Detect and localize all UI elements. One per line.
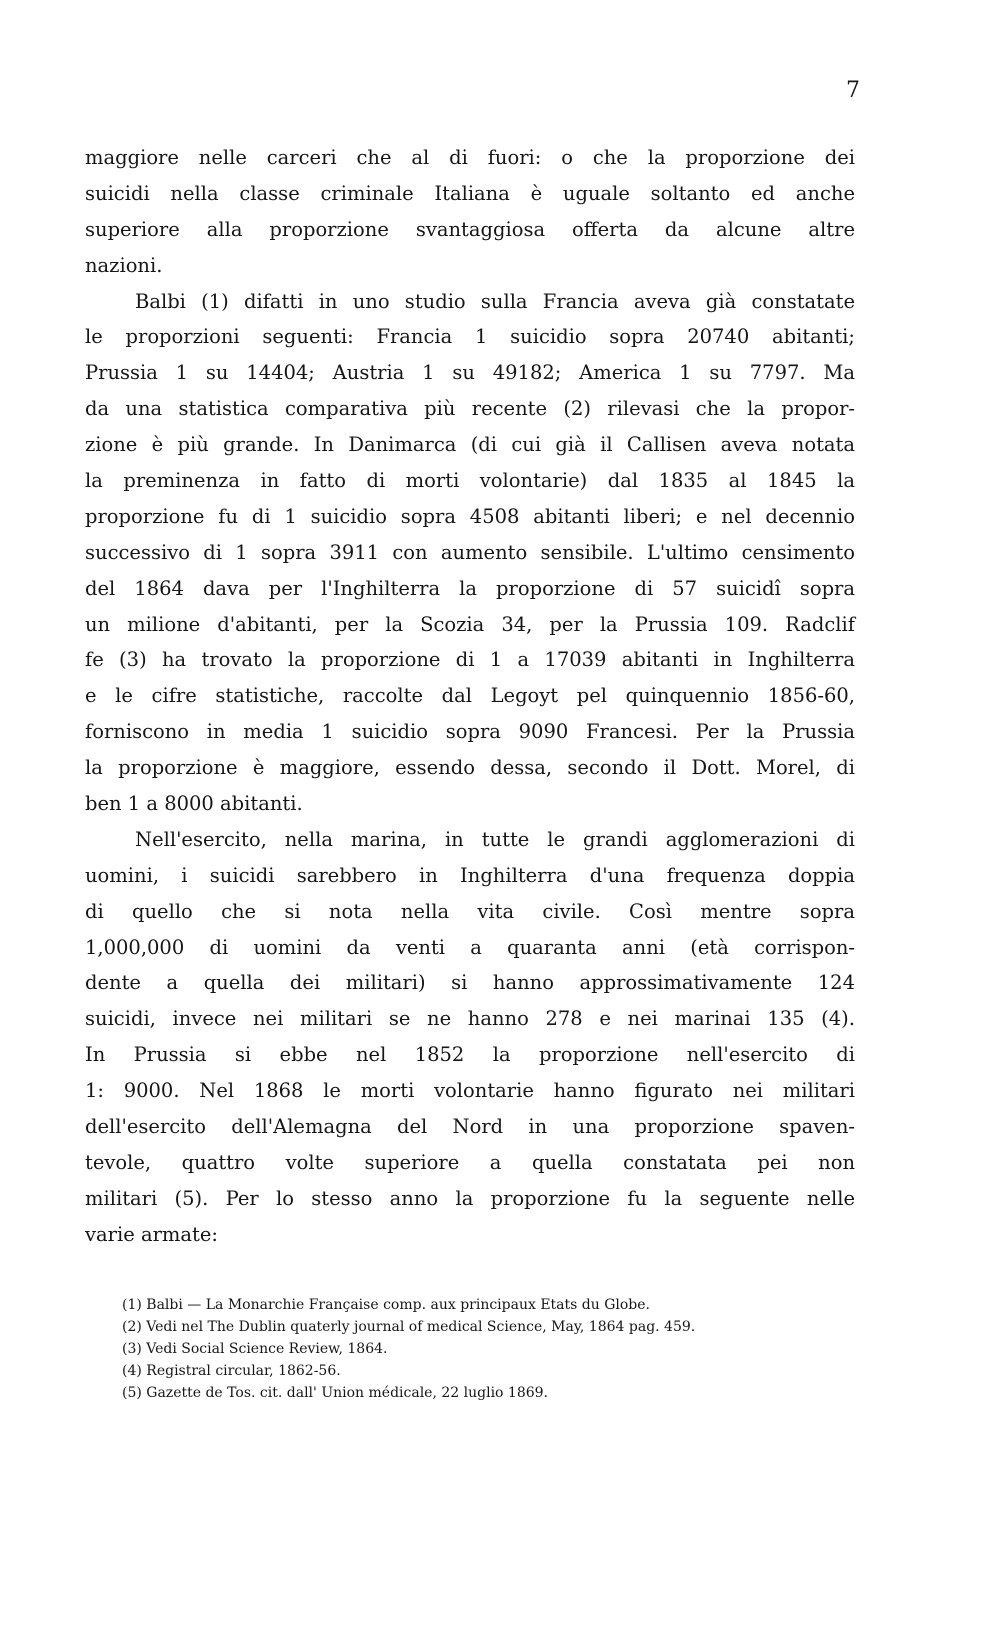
- text-line: Balbi (1) difatti in uno studio sulla Francia aveva già constatate: [135, 289, 855, 313]
- text-line: In Prussia si ebbe nel 1852 la proporzione nell'esercito di: [85, 1043, 855, 1067]
- text-line: da una statistica comparativa più recente (2) rilevasi che la propor-: [85, 397, 855, 421]
- text-line: suicidi, invece nei militari se ne hanno 278 e nei marinai 135 (4).: [85, 1007, 855, 1031]
- footnote: (3) Vedi Social Science Review, 1864.: [122, 1341, 388, 1357]
- text-line: proporzione fu di 1 suicidio sopra 4508 abitanti liberi; e nel decennio: [85, 504, 855, 528]
- footnotes: [122, 1294, 862, 1404]
- text-line: del 1864 dava per l'Inghilterra la proporzione di 57 suicidî sopra: [85, 576, 855, 600]
- text-line: nazioni.: [85, 253, 163, 277]
- text-line: la proporzione è maggiore, essendo dessa, secondo il Dott. Morel, di: [85, 756, 855, 780]
- text-line: Prussia 1 su 14404; Austria 1 su 49182; America 1 su 7797. Ma: [85, 361, 855, 385]
- page-number: 7: [846, 78, 860, 103]
- text-line: di quello che si nota nella vita civile. Così mentre sopra: [85, 899, 855, 923]
- text-line: 1: 9000. Nel 1868 le morti volontarie hanno figurato nei militari: [85, 1079, 855, 1103]
- text-line: forniscono in media 1 suicidio sopra 9090 Francesi. Per la Prussia: [85, 720, 855, 744]
- text-line: 1,000,000 di uomini da venti a quaranta anni (età corrispon-: [85, 935, 855, 959]
- text-line: successivo di 1 sopra 3911 con aumento sensibile. L'ultimo censimento: [85, 540, 855, 564]
- body-text: [85, 140, 855, 1253]
- text-line: superiore alla proporzione svantaggiosa offerta da alcune altre: [85, 217, 855, 241]
- text-line: uomini, i suicidi sarebbero in Inghilterra d'una frequenza doppia: [85, 863, 855, 887]
- text-line: militari (5). Per lo stesso anno la proporzione fu la seguente nelle: [85, 1186, 855, 1210]
- text-line: Nell'esercito, nella marina, in tutte le grandi agglomerazioni di: [135, 827, 855, 851]
- text-line: un milione d'abitanti, per la Scozia 34, per la Prussia 109. Radclif: [85, 612, 855, 636]
- text-line: varie armate:: [85, 1222, 218, 1246]
- text-line: dell'esercito dell'Alemagna del Nord in una proporzione spaven-: [85, 1115, 855, 1139]
- text-line: dente a quella dei militari) si hanno approssimativamente 124: [85, 971, 855, 995]
- text-line: maggiore nelle carceri che al di fuori: o che la proporzione dei: [85, 146, 855, 169]
- text-line: la preminenza in fatto di morti volontarie) dal 1835 al 1845 la: [85, 469, 855, 493]
- text-line: tevole, quattro volte superiore a quella constatata pei non: [85, 1150, 855, 1174]
- footnote: (5) Gazette de Tos. cit. dall' Union médicale, 22 luglio 1869.: [122, 1385, 549, 1401]
- footnote: (2) Vedi nel The Dublin quaterly journal of medical Science, May, 1864 pag. 459.: [122, 1319, 696, 1335]
- text-line: e le cifre statistiche, raccolte dal Legoyt pel quinquennio 1856-60,: [85, 684, 855, 708]
- footnote: (1) Balbi — La Monarchie Française comp. aux principaux Etats du Globe.: [122, 1297, 650, 1313]
- text-line: suicidi nella classe criminale Italiana è uguale soltanto ed anche: [85, 181, 855, 205]
- text-line: le proporzioni seguenti: Francia 1 suicidio sopra 20740 abitanti;: [85, 325, 855, 349]
- footnote: (4) Registral circular, 1862-56.: [122, 1363, 341, 1379]
- text-line: ben 1 a 8000 abitanti.: [85, 792, 303, 816]
- text-line: zione è più grande. In Danimarca (di cui già il Callisen aveva notata: [85, 433, 855, 457]
- text-line: fe (3) ha trovato la proporzione di 1 a 17039 abitanti in Inghilterra: [85, 648, 855, 672]
